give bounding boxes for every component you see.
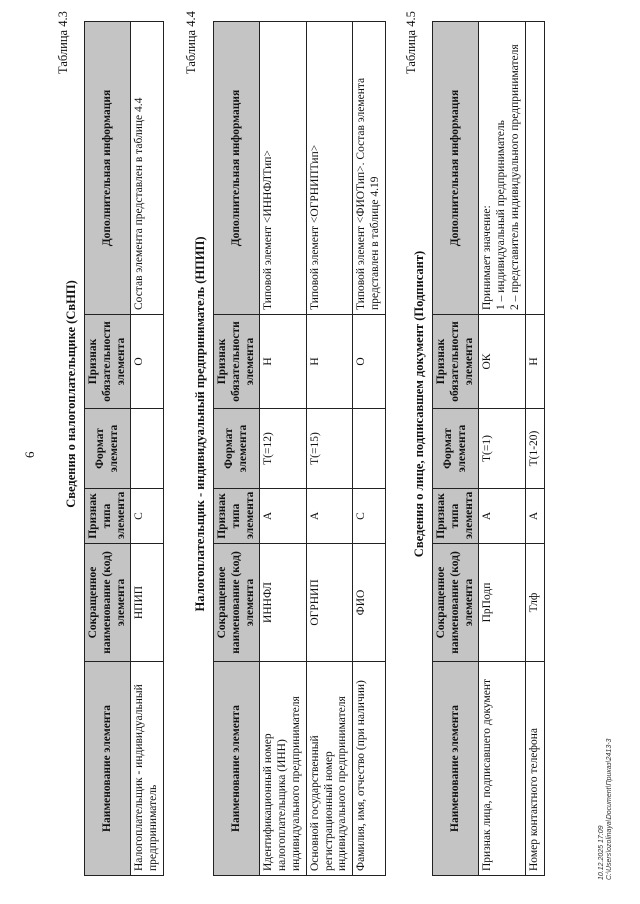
table-cell: ПрПодп (479, 544, 525, 662)
table-row (260, 22, 306, 876)
column-header: Дополнительная информация (433, 22, 479, 315)
table-cell: Основной государственный регистрационный номер индивидуального предпринимателя (306, 662, 352, 876)
column-header: Признак типа элемента (433, 489, 479, 544)
table-cell: T(=15) (306, 409, 352, 489)
column-header: Признак обязательности элемента (214, 315, 260, 409)
column-header: Сокращенное наименование (код) элемента (85, 544, 131, 662)
table-row (479, 22, 525, 876)
table-cell: T(1-20) (525, 409, 544, 489)
note-item: 1 – индивидуальный предприниматель (495, 120, 508, 310)
table-cell: А (260, 489, 306, 544)
column-header: Наименование элемента (85, 662, 131, 876)
table-cell: Типовой элемент <ФИОТип>. Состав элемента представлен в таблице 4.19 (353, 22, 386, 315)
table-cell: ОК (479, 315, 525, 409)
table-cell: Налогоплательщик - индивидуальный предприниматель (131, 662, 164, 876)
table-cell: А (479, 489, 525, 544)
table-title: Налогоплательщик - индивидуальный предприниматель (НПИП) (193, 236, 207, 612)
table-label: Таблица 4.5 (404, 11, 418, 74)
stamp-date: 10.12.2025 17:09 (598, 825, 605, 880)
table-header-row (214, 22, 260, 876)
table-cell: О (131, 315, 164, 409)
stamp-path: C:\Users\ozolinaya\Document\Приказ\2413-3 (606, 738, 614, 880)
table-cell: Н (260, 315, 306, 409)
table-cell: А (306, 489, 352, 544)
column-header: Дополнительная информация (214, 22, 260, 315)
table-cell: Типовой элемент <ИННФЛТип> (260, 22, 306, 315)
table-row (306, 22, 352, 876)
table-row (353, 22, 386, 876)
column-header: Признак типа элемента (214, 489, 260, 544)
table-cell: НПИП (131, 544, 164, 662)
table-label: Таблица 4.3 (56, 11, 70, 74)
table-cell: А (525, 489, 544, 544)
table-cell: T(=1) (479, 409, 525, 489)
table-cell-note (479, 22, 525, 315)
table-cell: Идентификационный номер налогоплательщика (ИНН) индивидуального предпринимателя (260, 662, 306, 876)
table-header-row (85, 22, 131, 876)
table-cell: Тлф (525, 544, 544, 662)
column-header: Наименование элемента (214, 662, 260, 876)
table-cell: ФИО (353, 544, 386, 662)
table-cell: Н (306, 315, 352, 409)
note-intro: Принимает значение: (481, 205, 494, 310)
column-header: Формат элемента (433, 409, 479, 489)
table-cell: С (353, 489, 386, 544)
table-cell: Номер контактного телефона (525, 662, 544, 876)
table-cell (131, 409, 164, 489)
table-header-row (433, 22, 479, 876)
table-title: Сведения о налогоплательщике (СвНП) (64, 280, 78, 508)
table-cell: Состав элемента представлен в таблице 4.4 (131, 22, 164, 315)
table-row (525, 22, 544, 876)
table-cell (353, 409, 386, 489)
table-title: Сведения о лице, подписавшем документ (Подписант) (412, 250, 426, 558)
table-label: Таблица 4.4 (184, 11, 198, 74)
column-header: Наименование элемента (433, 662, 479, 876)
table-cell: T(=12) (260, 409, 306, 489)
table-cell: ОГРНИП (306, 544, 352, 662)
table-cell: С (131, 489, 164, 544)
note-item: 2 – представитель индивидуального предпринимателя (508, 44, 521, 310)
table-cell: О (353, 315, 386, 409)
column-header: Сокращенное наименование (код) элемента (214, 544, 260, 662)
column-header: Сокращенное наименование (код) элемента (433, 544, 479, 662)
table-4-3 (84, 21, 164, 876)
table-cell: Признак лица, подписавшего документ (479, 662, 525, 876)
file-stamp (598, 739, 614, 880)
column-header: Формат элемента (85, 409, 131, 489)
column-header: Признак обязательности элемента (85, 315, 131, 409)
table-cell: Типовой элемент <ОГРНИПТип> (306, 22, 352, 315)
table-row (131, 22, 164, 876)
column-header: Признак обязательности элемента (433, 315, 479, 409)
table-cell: ИННФЛ (260, 544, 306, 662)
table-4-4 (213, 21, 386, 876)
table-cell: Фамилия, имя, отчество (при наличии) (353, 662, 386, 876)
table-cell (525, 22, 544, 315)
column-header: Дополнительная информация (85, 22, 131, 315)
column-header: Признак типа элемента (85, 489, 131, 544)
page-number: 6 (22, 451, 37, 458)
table-cell: Н (525, 315, 544, 409)
table-4-5 (432, 21, 545, 876)
column-header: Формат элемента (214, 409, 260, 489)
